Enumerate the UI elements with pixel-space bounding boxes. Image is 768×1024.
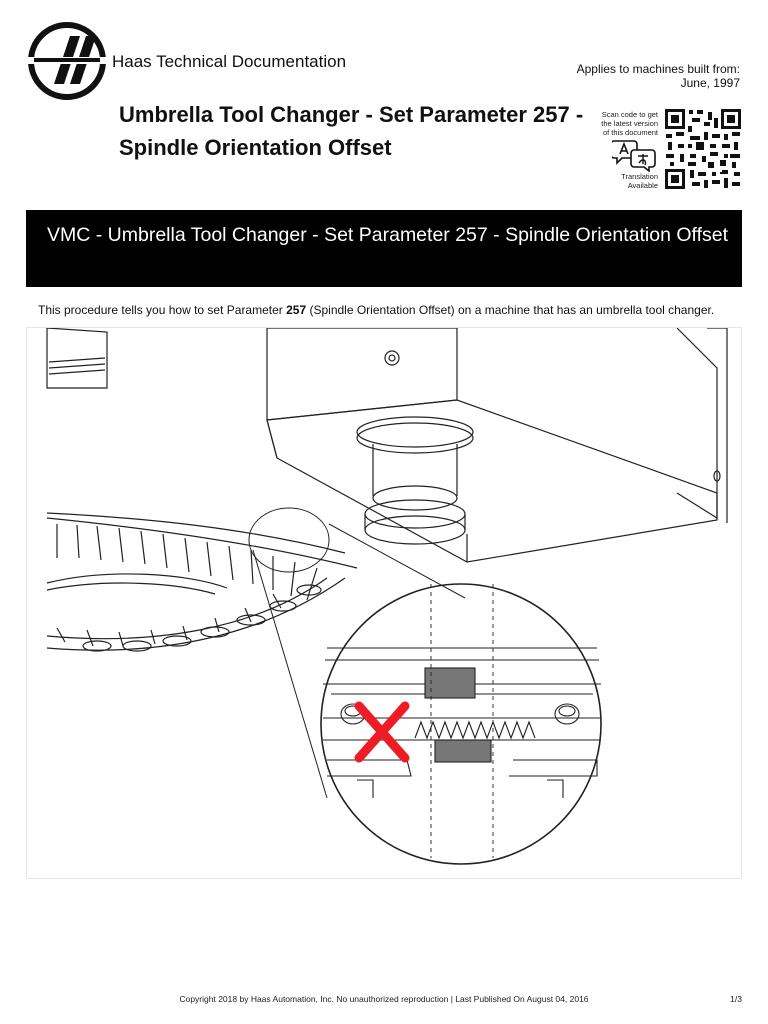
brand-name: Haas Technical Documentation (112, 52, 347, 71)
qr-code[interactable] (664, 108, 742, 190)
intro-paragraph (38, 303, 738, 317)
intro-text-start: This procedure tells you how to set Parameter (38, 303, 287, 317)
section-banner (26, 210, 742, 287)
document-title: Umbrella Tool Changer - Set Parameter 257 - Spindle Orientation Offset (119, 102, 584, 160)
wrong-position-x-mark (359, 706, 405, 758)
scan-note: Scan code to get the latest version of this document (601, 110, 658, 137)
procedure-figure (26, 327, 742, 879)
applies-to (577, 62, 740, 90)
footer-copyright: Copyright 2018 by Haas Automation, Inc. No unauthorized reproduction | Last Published On August 04, 2016 (179, 994, 589, 1004)
translate-icon (612, 138, 658, 172)
intro-text-end: (Spindle Orientation Offset) on a machine that has an umbrella tool changer. (306, 303, 715, 317)
applies-date: June, 1997 (680, 76, 740, 90)
banner-title: VMC - Umbrella Tool Changer - Set Parameter 257 - Spindle Orientation Offset (47, 224, 729, 246)
translation-note: Translation Available (621, 172, 658, 190)
umbrella-tool-changer-diagram (27, 328, 742, 879)
haas-logo-icon (24, 22, 110, 100)
applies-label: Applies to machines built from: (576, 62, 740, 76)
page-number: 1/3 (730, 994, 742, 1004)
parameter-number: 257 (286, 303, 307, 317)
